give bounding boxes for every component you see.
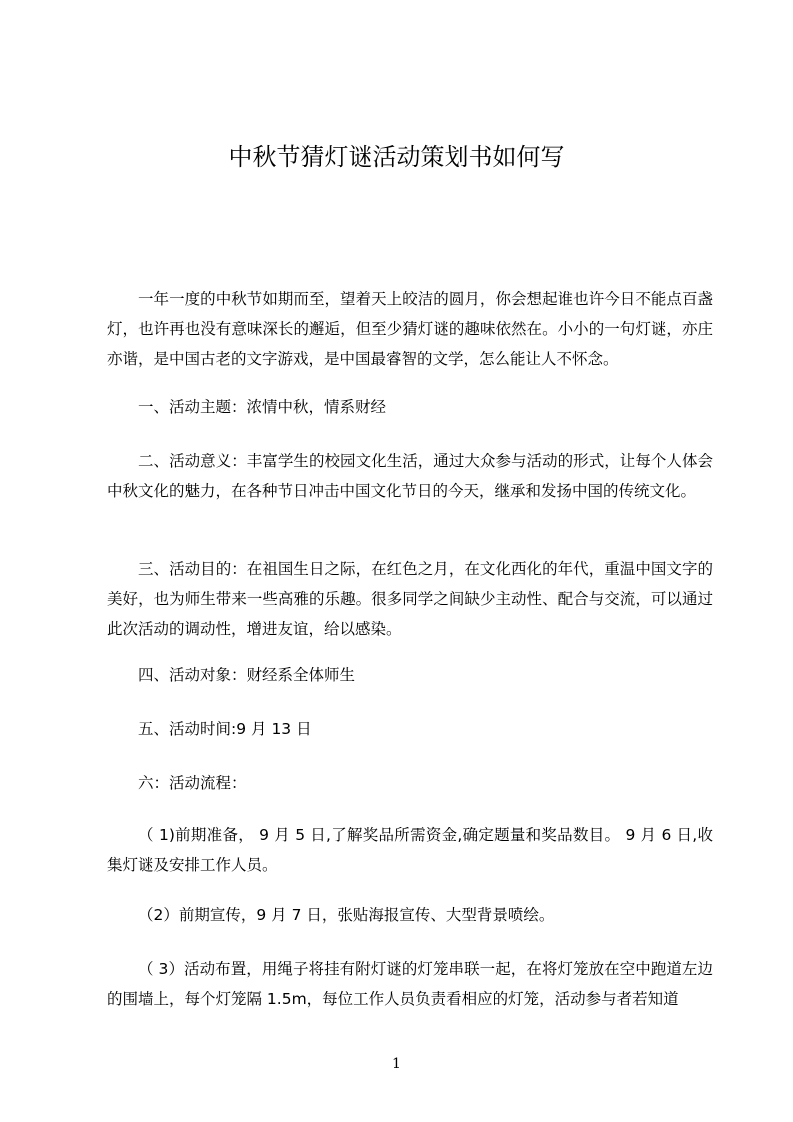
section-process: 六：活动流程： — [138, 774, 247, 792]
page-number: 1 — [392, 1056, 401, 1072]
section-purpose: 三、活动目的：在祖国生日之际，在红色之月，在文化西化的年代，重温中国文字的美好，也为师生带来一些高雅的乐趣。很多同学之间缺少主动性、配合与交流，可以通过此次活动的调动性，增进友谊，给以感染。 — [107, 560, 713, 638]
process-step-1: （ 1)前期准备， 9 月 5 日,了解奖品所需资金,确定题量和奖品数目。 9 月 6 日,收集灯谜及安排工作人员。 — [107, 826, 713, 874]
document-title: 中秋节猜灯谜活动策划书如何写 — [228, 143, 565, 171]
section-time: 五、活动时间:9 月 13 日 — [138, 720, 312, 738]
section-significance: 二、活动意义：丰富学生的校园文化生活，通过大众参与活动的形式，让每个人体会中秋文化的魅力，在各种节日冲击中国文化节日的今天，继承和发扬中国的传统文化。 — [107, 452, 713, 500]
process-step-3: （ 3）活动布置，用绳子将挂有附灯谜的灯笼串联一起，在将灯笼放在空中跑道左边的围墙上，每个灯笼隔 1.5m，每位工作人员负责看相应的灯笼，活动参与者若知道 — [107, 960, 713, 1008]
section-theme: 一、活动主题：浓情中秋，情系财经 — [138, 398, 387, 416]
section-audience: 四、活动对象：财经系全体师生 — [138, 666, 356, 684]
process-step-2: （2）前期宣传，9 月 7 日，张贴海报宣传、大型背景喷绘。 — [138, 906, 555, 924]
intro-paragraph: 一年一度的中秋节如期而至，望着天上皎洁的圆月，你会想起谁也许今日不能点百盏灯，也许再也没有意味深长的邂逅，但至少猜灯谜的趣味依然在。小小的一句灯谜，亦庄亦谐，是中国古老的文字游戏，是中国最睿智的文学，怎么能让人不怀念。 — [107, 290, 713, 368]
